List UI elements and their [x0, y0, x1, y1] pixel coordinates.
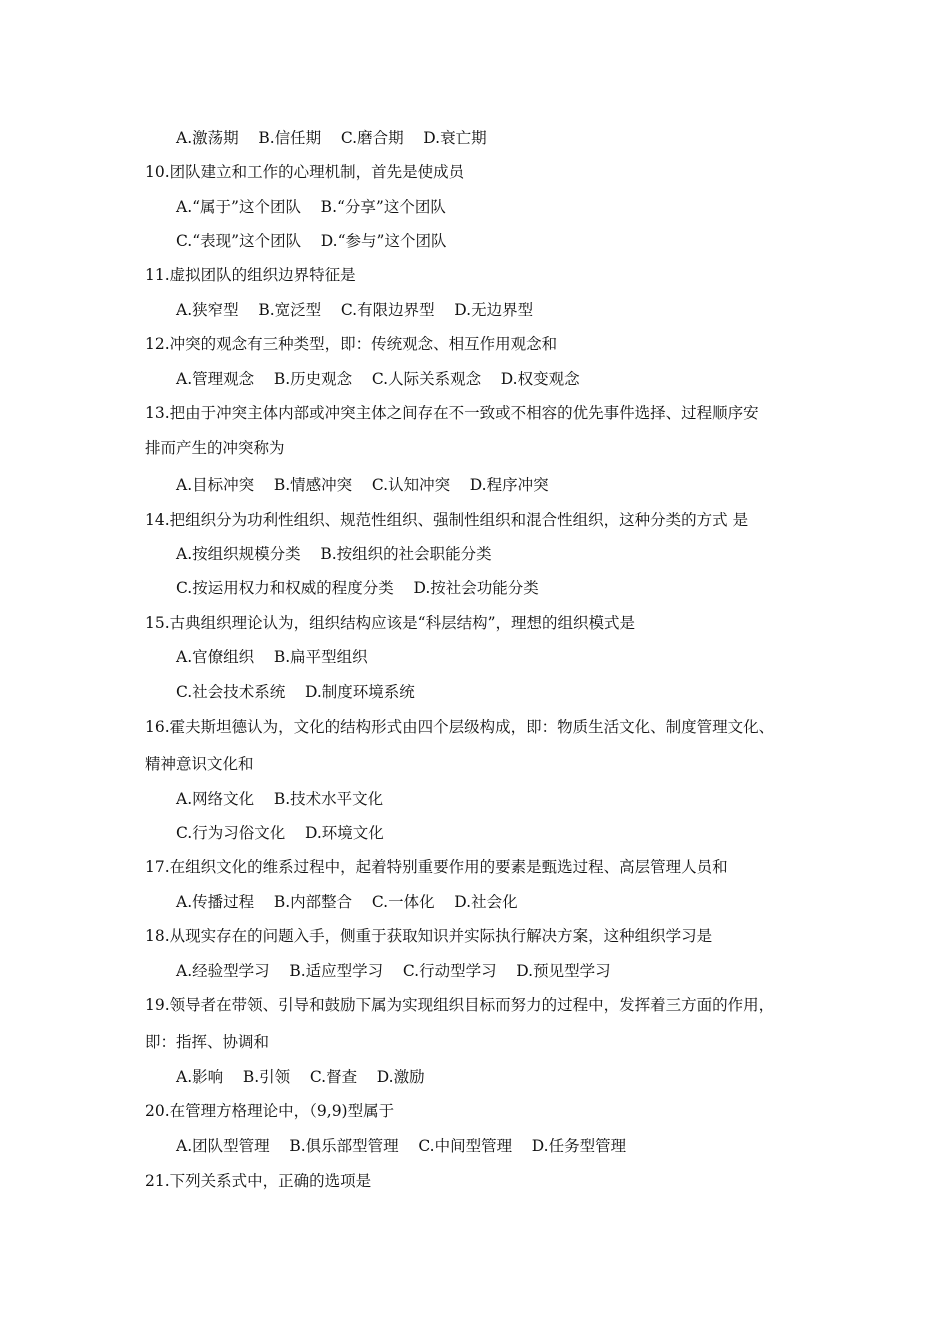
question-line: 18.从现实存在的问题入手，侧重于获取知识并实际执行解决方案，这种组织学习是 [145, 927, 713, 945]
question-line: 11.虚拟团队的组织边界特征是 [145, 266, 356, 284]
option-line: A.传播过程 B.内部整合 C.一体化 D.社会化 [176, 893, 518, 911]
option-line: A.管理观念 B.历史观念 C.人际关系观念 D.权变观念 [176, 370, 580, 388]
question-line: 即：指挥、协调和 [145, 1033, 270, 1051]
option-line: A.“属于”这个团队 B.“分享”这个团队 [176, 198, 446, 216]
option-line: A.影响 B.引领 C.督查 D.激励 [176, 1068, 425, 1086]
option-line: A.官僚组织 B.扁平型组织 [176, 648, 368, 666]
option-line: A.团队型管理 B.俱乐部型管理 C.中间型管理 D.任务型管理 [176, 1137, 627, 1155]
question-line: 19.领导者在带领、引导和鼓励下属为实现组织目标而努力的过程中，发挥着三方面的作用， [145, 996, 775, 1014]
option-line: A.网络文化 B.技术水平文化 [176, 790, 384, 808]
option-line: A.经验型学习 B.适应型学习 C.行动型学习 D.预见型学习 [176, 962, 611, 980]
option-line: C.社会技术系统 D.制度环境系统 [176, 683, 415, 701]
question-line: 17.在组织文化的维系过程中，起着特别重要作用的要素是甄选过程、高层管理人员和 [145, 858, 728, 876]
option-line: C.行为习俗文化 D.环境文化 [176, 824, 384, 842]
question-line: 10.团队建立和工作的心理机制，首先是使成员 [145, 163, 465, 181]
option-line: C.“表现”这个团队 D.“参与”这个团队 [176, 232, 447, 250]
option-line: A.狭窄型 B.宽泛型 C.有限边界型 D.无边界型 [176, 301, 534, 319]
question-line: 精神意识文化和 [145, 755, 254, 773]
question-line: 排而产生的冲突称为 [145, 439, 285, 457]
question-line: 12.冲突的观念有三种类型，即：传统观念、相互作用观念和 [145, 335, 558, 353]
question-line: 13.把由于冲突主体内部或冲突主体之间存在不一致或不相容的优先事件选择、过程顺序安 [145, 404, 759, 422]
question-line: 16.霍夫斯坦德认为，文化的结构形式由四个层级构成，即：物质生活文化、制度管理文化、 [145, 718, 775, 736]
question-line: 20.在管理方格理论中，（9,9)型属于 [145, 1102, 395, 1120]
question-line: 14.把组织分为功利性组织、规范性组织、强制性组织和混合性组织，这种分类的方式 是 [145, 511, 749, 529]
option-line: A.激荡期 B.信任期 C.磨合期 D.衰亡期 [176, 129, 487, 147]
option-line: C.按运用权力和权威的程度分类 D.按社会功能分类 [176, 579, 539, 597]
option-line: A.按组织规模分类 B.按组织的社会职能分类 [176, 545, 492, 563]
question-line: 15.古典组织理论认为，组织结构应该是“科层结构”，理想的组织模式是 [145, 614, 636, 632]
question-line: 21.下列关系式中，正确的选项是 [145, 1172, 372, 1190]
option-line: A.目标冲突 B.情感冲突 C.认知冲突 D.程序冲突 [176, 476, 549, 494]
